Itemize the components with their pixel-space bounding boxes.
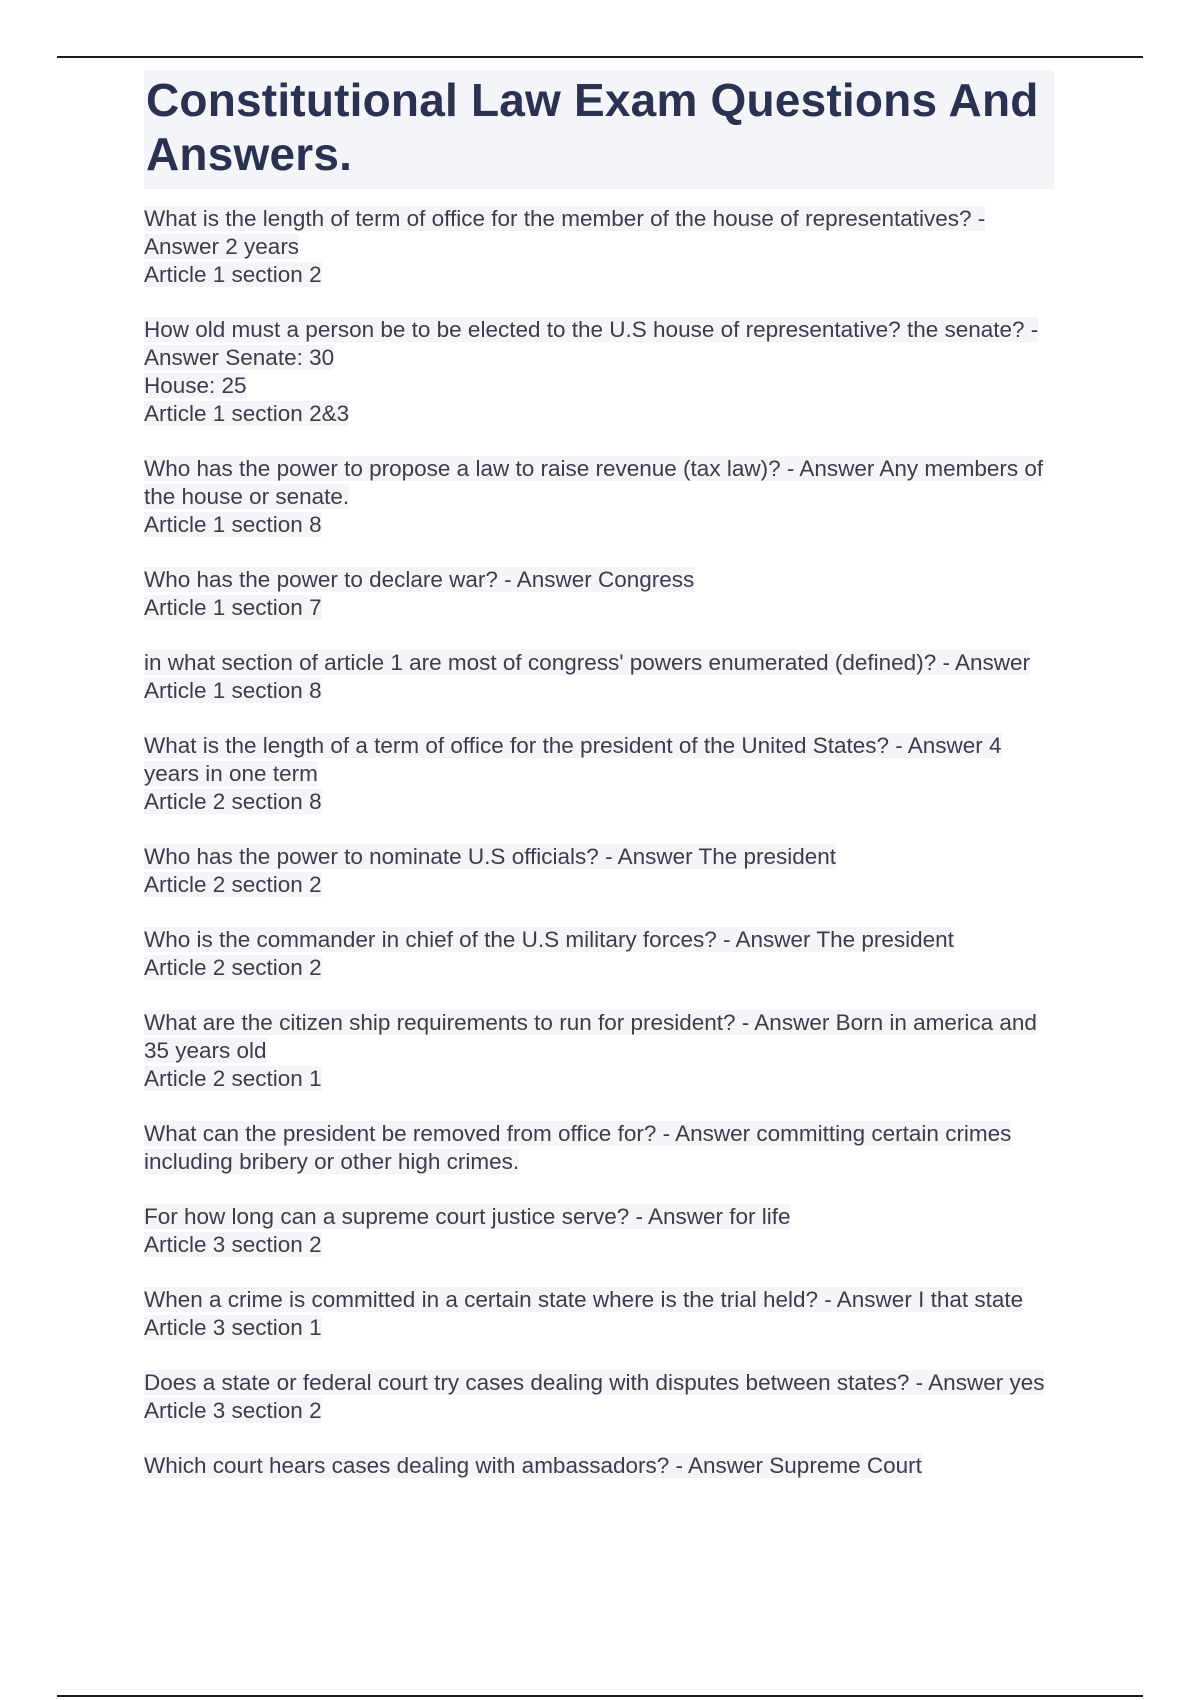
qa-reference-line [144, 594, 1054, 622]
qa-question: How old must a person be to be elected to the U.S house of representative? the senate? - Answer Senate: 30 [144, 317, 1039, 370]
qa-item [144, 1009, 1054, 1093]
qa-reference-line [144, 261, 1054, 289]
qa-item [144, 926, 1054, 982]
qa-reference: Article 1 section 8 [144, 512, 322, 537]
qa-reference-line [144, 511, 1054, 539]
qa-reference: Article 1 section 2&3 [144, 401, 350, 426]
qa-reference-line [144, 372, 1054, 400]
qa-question: When a crime is committed in a certain state where is the trial held? - Answer I that state [144, 1287, 1024, 1312]
qa-item [144, 1452, 1054, 1480]
qa-item [144, 205, 1054, 289]
title-block [144, 70, 1054, 189]
qa-reference: Article 2 section 1 [144, 1066, 322, 1091]
qa-question: in what section of article 1 are most of congress' powers enumerated (defined)? - Answer Article 1 section 8 [144, 650, 1030, 703]
qa-item [144, 732, 1054, 816]
qa-reference-line [144, 400, 1054, 428]
qa-reference: Article 1 section 2 [144, 262, 322, 287]
document-body [144, 70, 1054, 1507]
top-rule [57, 56, 1143, 58]
qa-reference-line [144, 871, 1054, 899]
qa-question: Who has the power to declare war? - Answer Congress [144, 567, 695, 592]
qa-reference: Article 2 section 2 [144, 872, 322, 897]
qa-reference-line [144, 1231, 1054, 1259]
qa-item [144, 1203, 1054, 1259]
qa-reference-line [144, 1397, 1054, 1425]
qa-reference-line [144, 1065, 1054, 1093]
qa-reference: Article 2 section 2 [144, 955, 322, 980]
qa-question: Who is the commander in chief of the U.S military forces? - Answer The president [144, 927, 954, 952]
qa-reference-line [144, 1314, 1054, 1342]
qa-question: Who has the power to nominate U.S officials? - Answer The president [144, 844, 837, 869]
qa-item [144, 316, 1054, 428]
qa-question: What is the length of term of office for the member of the house of representatives? - Answer 2 years [144, 206, 986, 259]
qa-reference-line [144, 954, 1054, 982]
qa-item [144, 843, 1054, 899]
qa-question: For how long can a supreme court justice serve? - Answer for life [144, 1204, 791, 1229]
qa-item [144, 1286, 1054, 1342]
qa-item [144, 1369, 1054, 1425]
qa-question: Which court hears cases dealing with ambassadors? - Answer Supreme Court [144, 1453, 922, 1478]
qa-question: What is the length of a term of office for the president of the United States? - Answer 4 years in one term [144, 733, 1002, 786]
bottom-rule [57, 1695, 1143, 1697]
qa-item [144, 566, 1054, 622]
qa-reference: Article 3 section 2 [144, 1232, 322, 1257]
qa-reference: Article 3 section 2 [144, 1398, 322, 1423]
qa-item [144, 649, 1054, 705]
qa-reference: Article 1 section 7 [144, 595, 322, 620]
qa-question: Does a state or federal court try cases dealing with disputes between states? - Answer yes [144, 1370, 1045, 1395]
qa-question: What can the president be removed from office for? - Answer committing certain crimes including bribery or other high crimes. [144, 1121, 1012, 1174]
qa-reference: Article 2 section 8 [144, 789, 322, 814]
qa-question: Who has the power to propose a law to raise revenue (tax law)? - Answer Any members of the house or senate. [144, 456, 1044, 509]
qa-question: What are the citizen ship requirements to run for president? - Answer Born in america and 35 years old [144, 1010, 1037, 1063]
qa-list [144, 205, 1054, 1480]
qa-reference-line [144, 788, 1054, 816]
page-title: Constitutional Law Exam Questions And Answers. [146, 74, 1039, 180]
qa-item [144, 1120, 1054, 1176]
qa-reference: House: 25 [144, 373, 247, 398]
qa-item [144, 455, 1054, 539]
qa-reference: Article 3 section 1 [144, 1315, 322, 1340]
